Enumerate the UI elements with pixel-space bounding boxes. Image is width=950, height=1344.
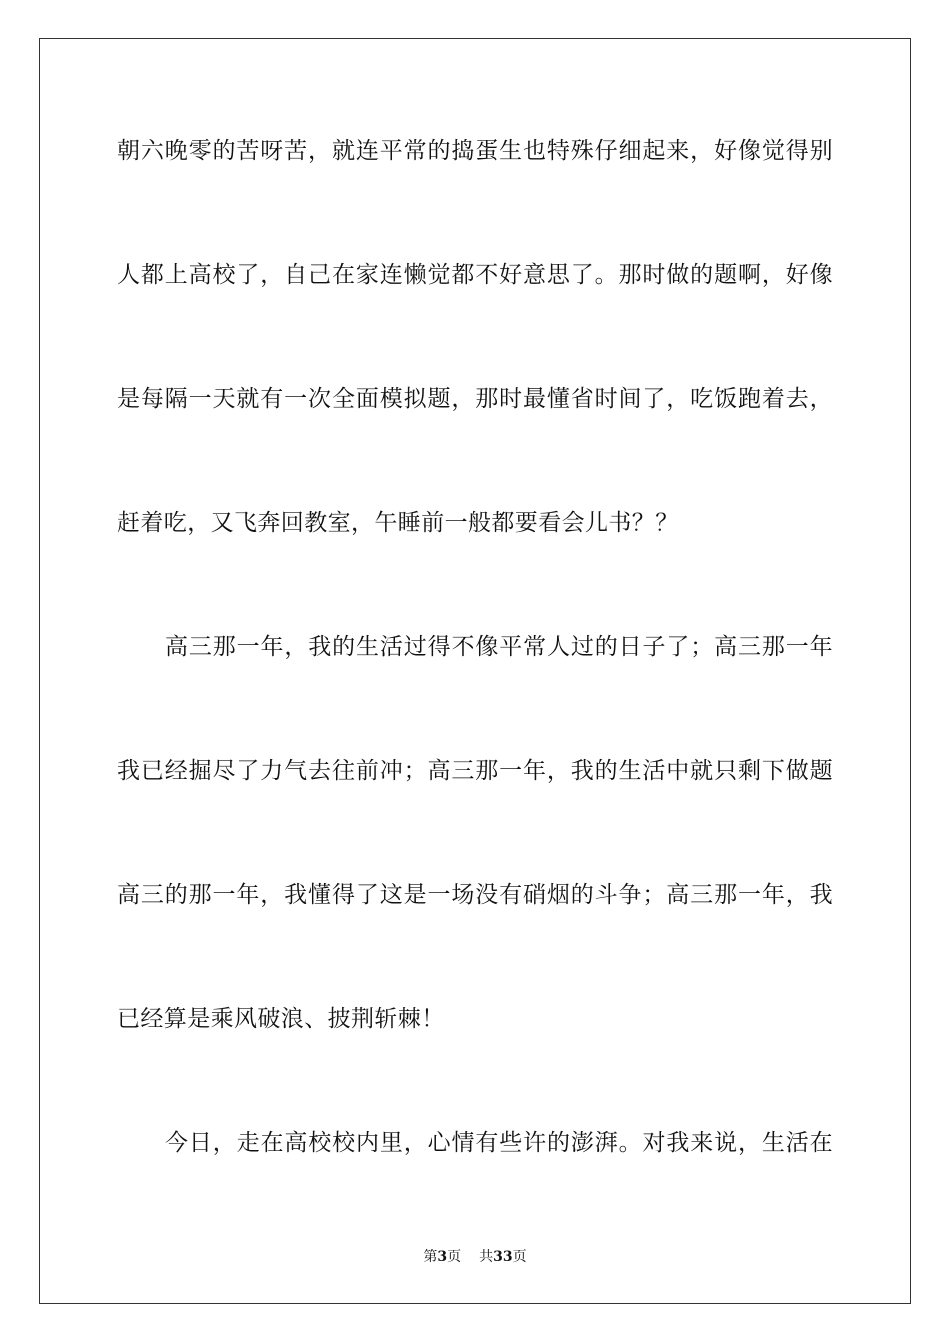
text-line-9: 今日，走在高校校内里，心情有些许的澎湃。对我来说，生活在 (165, 1130, 833, 1156)
page-suffix: 页 (447, 1249, 462, 1265)
total-pages: 33 (493, 1249, 513, 1265)
text-line-5: 高三那一年，我的生活过得不像平常人过的日子了；高三那一年 (165, 634, 833, 660)
page-number: 3 (437, 1249, 448, 1265)
page-footer (0, 1246, 950, 1266)
text-line-3: 是每隔一天就有一次全面模拟题，那时最懂省时间了，吃饭跑着去， (117, 386, 833, 412)
text-line-8: 已经算是乘风破浪、披荆斩棘！ (117, 1006, 445, 1032)
page-prefix: 第 (423, 1249, 438, 1265)
text-line-6: 我已经掘尽了力气去往前冲；高三那一年，我的生活中就只剩下做题 (117, 758, 833, 784)
page-border (39, 38, 911, 1304)
text-line-2: 人都上高校了，自己在家连懒觉都不好意思了。那时做的题啊，好像 (117, 262, 833, 288)
total-prefix: 共 (479, 1249, 494, 1265)
total-suffix: 页 (512, 1249, 527, 1265)
text-line-1: 朝六晚零的苦呀苦，就连平常的捣蛋生也特殊仔细起来，好像觉得别 (117, 138, 833, 164)
text-line-7: 高三的那一年，我懂得了这是一场没有硝烟的斗争；高三那一年，我 (117, 882, 833, 908)
text-line-4: 赶着吃，又飞奔回教室，午睡前一般都要看会儿书？？ (117, 510, 679, 536)
